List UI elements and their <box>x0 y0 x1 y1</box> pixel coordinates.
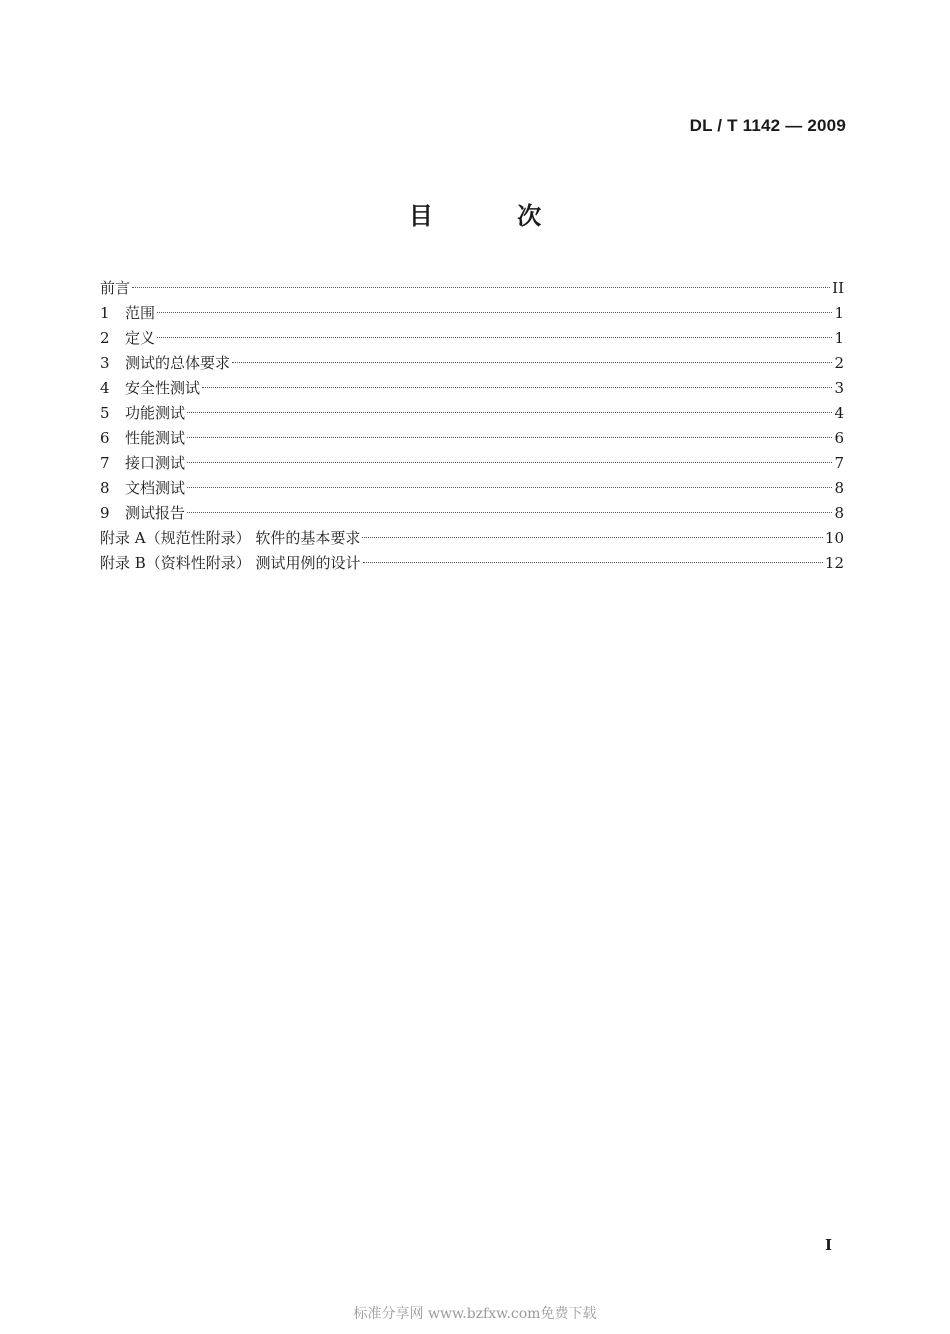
toc-entry-label: 安全性测试 <box>125 379 201 397</box>
toc-dot-leader <box>132 287 830 288</box>
toc-entry-page: 8 <box>834 479 844 497</box>
toc-entry-label: 范围 <box>125 304 156 322</box>
toc-entry[interactable] <box>100 451 844 476</box>
toc-entry-page: 2 <box>834 354 844 372</box>
toc-entry-number: 1 <box>100 304 110 322</box>
toc-entry-label: 前言 <box>100 279 131 297</box>
toc-entry[interactable] <box>100 351 844 376</box>
toc-dot-leader <box>187 437 832 438</box>
toc-entry-number: 2 <box>100 329 110 347</box>
toc-dot-leader <box>157 312 832 313</box>
toc-dot-leader <box>157 337 832 338</box>
toc-entry-page: 7 <box>834 454 844 472</box>
toc-entry-label: 附录 B（资料性附录） 测试用例的设计 <box>100 554 361 572</box>
toc-entry-number: 3 <box>100 354 110 372</box>
toc-entry-page: 6 <box>834 429 844 447</box>
toc-entry-number: 5 <box>100 404 110 422</box>
page-number: I <box>824 1236 832 1254</box>
toc-entry[interactable] <box>100 426 844 451</box>
toc-dot-leader <box>187 412 832 413</box>
toc-entry-number: 8 <box>100 479 110 497</box>
toc-entry-number: 7 <box>100 454 110 472</box>
toc-entry[interactable] <box>100 476 844 501</box>
toc-dot-leader <box>363 562 823 563</box>
toc-entry-label: 文档测试 <box>125 479 186 497</box>
toc-entry-number: 9 <box>100 504 110 522</box>
toc-entry-label: 测试的总体要求 <box>125 354 231 372</box>
toc-entry[interactable] <box>100 276 844 301</box>
toc-entry-page: 8 <box>834 504 844 522</box>
toc-entry[interactable] <box>100 376 844 401</box>
toc-entry[interactable] <box>100 401 844 426</box>
toc-dot-leader <box>187 512 832 513</box>
toc-entry-label: 功能测试 <box>125 404 186 422</box>
toc-entry-label: 测试报告 <box>125 504 186 522</box>
toc-entry[interactable] <box>100 326 844 351</box>
toc-entry-number: 4 <box>100 379 110 397</box>
toc-entry-page: 4 <box>834 404 844 422</box>
toc-entry-label: 性能测试 <box>125 429 186 447</box>
toc-entry-label: 定义 <box>125 329 156 347</box>
toc-entry-page: 1 <box>834 304 844 322</box>
page-title: 目 次 <box>408 202 580 230</box>
toc-dot-leader <box>187 487 832 488</box>
table-of-contents <box>100 276 844 576</box>
toc-entry-number: 6 <box>100 429 110 447</box>
document-code: DL / T 1142 — 2009 <box>689 116 846 135</box>
toc-entry-page: 10 <box>824 529 844 547</box>
toc-entry[interactable] <box>100 526 844 551</box>
toc-dot-leader <box>202 387 832 388</box>
toc-entry-page: 12 <box>824 554 844 572</box>
toc-entry[interactable] <box>100 551 844 576</box>
toc-entry[interactable] <box>100 501 844 526</box>
toc-entry-page: II <box>832 279 844 297</box>
toc-entry[interactable] <box>100 301 844 326</box>
toc-dot-leader <box>187 462 832 463</box>
toc-entry-label: 接口测试 <box>125 454 186 472</box>
toc-entry-page: 3 <box>834 379 844 397</box>
toc-entry-label: 附录 A（规范性附录） 软件的基本要求 <box>100 529 361 547</box>
toc-entry-page: 1 <box>834 329 844 347</box>
toc-dot-leader <box>362 537 823 538</box>
watermark: 标准分享网 www.bzfxw.com免费下载 <box>353 1306 597 1322</box>
toc-dot-leader <box>232 362 832 363</box>
